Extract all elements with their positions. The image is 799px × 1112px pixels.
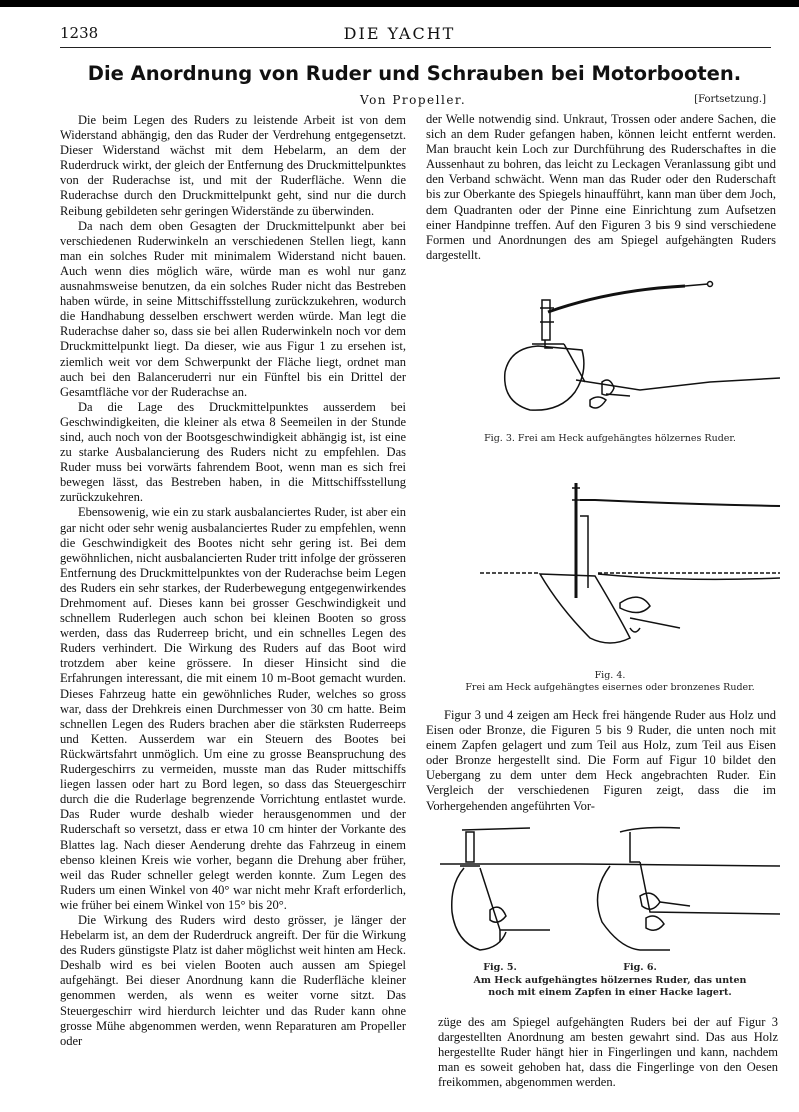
continuation-note: [Fortsetzung.] <box>694 94 766 105</box>
paragraph: der Welle notwendig sind. Unkraut, Trossen oder andere Sachen, die sich an dem Ruder gefangen haben, können leicht entfernt werden. Man braucht kein Loch zur Durchführung des Ruderschaftes in die Aussenhaut zu bohren, das leicht zu Leckagen Veranlassung gibt und den Verband schwächt. Wenn man das Ruder oder den Ruderschaft bis zur Oberkante des Spiegels hinaufführt, kann man über dem Joch, dem Quadranten oder der Pinne eine Einrichtung zum Aufsetzen einer Handpinne treffen. Auf den Figuren 3 bis 9 sind verschiedene Formen und Anordnungen des am Spiegel aufgehängten Ruders dargestellt. <box>426 112 776 262</box>
figure-3-drawing <box>480 272 780 432</box>
figure-6-drawing <box>580 822 780 957</box>
figure-4-label: Fig. 4. <box>594 670 626 681</box>
paragraph: Da nach dem oben Gesagten der Druckmittelpunkt aber bei verschiedenen Ruderwinkeln an verschiedenen Stellen liegt, kann man ein solches Ruder mit minimalem Widerstand nicht bauen. Auch wenn dies möglich wäre, würde man es wohl nur ganz ausnahmsweise benutzen, da ein solches Ruder nicht das Bestreben haben würde, in seine Mittschiffsstellung zurückzukehren, wodurch die Handhabung desselben erschwert werden würde. Man legt die Ruderachse daher so, dass sie bei allen Ruderwinkeln noch vor dem Druckmittelpunkt liegt. Da dieser, wie aus Figur 1 zu ersehen ist, ziemlich weit vor dem Schwerpunkt der Fläche liegt, ordnet man auch bei den Balanceruderri nur ein Fünftel bis ein Drittel der Gesamtfläche vor der Ruderachse an. <box>60 218 406 399</box>
journal-title: DIE YACHT <box>343 24 456 43</box>
paragraph: Figur 3 und 4 zeigen am Heck frei hängende Ruder aus Holz und Eisen oder Bronze, die Figuren 5 bis 9 Ruder, die unten noch mit einem Zapfen gelagert und zum Teil aus Holz, zum Teil aus Eisen oder Bronze hergestellt sind. Die Form auf Figur 10 bildet den Uebergang zu dem unter dem Heck angebrachten Ruder. Ein Vergleich der verschiedenen Figuren zeigt, dass die im Vorhergehenden angeführten Vor- <box>426 708 776 813</box>
figure-5-label: Fig. 5. <box>483 962 517 973</box>
figure-5-drawing <box>440 822 580 957</box>
right-column-top <box>426 112 776 263</box>
paragraph: Die beim Legen des Ruders zu leistende Arbeit ist von dem Widerstand abhängig, den das Ruder der Verdrehung entgegensetzt. Dieser Widerstand wächst mit dem Hebelarm, an dem der Ruderdruck wirkt, der gleich der Entfernung des Druckmittelpunktes von der Ruderachse ist, und mit der Ruderfläche. Wenn die Ruderachse durch den Druckmittelpunkt geht, sind nur die durch Reibung gebildeten sehr geringen Widerstände zu überwinden. <box>60 113 406 218</box>
article-author: Von Propeller. <box>360 93 467 107</box>
figure-5-6-caption-line2: noch mit einem Zapfen in einer Hacke lagert. <box>488 987 732 998</box>
right-column-bottom <box>438 1015 778 1090</box>
figure-5-6-caption-line1: Am Heck aufgehängtes hölzernes Ruder, das unten <box>473 975 747 986</box>
right-column-middle <box>426 708 776 814</box>
article-title: Die Anordnung von Ruder und Schrauben bei Motorbooten. <box>87 62 742 85</box>
figure-3-caption: Fig. 3. Frei am Heck aufgehängtes hölzernes Ruder. <box>484 433 736 444</box>
figure-4-drawing <box>480 478 780 658</box>
header-rule <box>60 47 771 48</box>
page-number: 1238 <box>60 24 99 42</box>
paragraph: Ebensowenig, wie ein zu stark ausbalanciertes Ruder, ist aber ein gar nicht oder sehr wenig ausbalanciertes Ruder zu empfehlen, wenn die Geschwindigkeit des Bootes nicht sehr gering ist. Bei dem gewöhnlichen, nicht ausbalancierten Ruder tritt infolge der grösseren Entfernung des Druckmittelpunktes von der Ruderachse beim Legen des Ruders ein sehr starkes, der Ruderbewegung entgegenwirkendes Drehmoment auf. Dieses kann bei grosser Geschwindigkeit und schnellem Ruderlegen auch schon bei kleinen Booten so gross werden, dass das Ruderreep bricht, und ein schnelles Legen des Ruders verhindert. Die Wirkung des Ruders auf das Boot wird trotzdem aber keine grössere. In dieser Hinsicht sind die Erfahrungen interessant, die mit einem 10 m-Boot gemacht wurden. Dieses Fahrzeug hatte ein gewöhnliches Ruder, welches so gross war, dass der Drehkreis einen Durchmesser von 30 cm hatte. Beim schnellen Legen des Ruders brachen aber die stärksten Ruderreeps und Ketten. Ausserdem war ein Steuern des Bootes bei Rückwärtsfahrt unmöglich. Um eine zu grosse Beanspruchung des Rudergeschirrs zu vermeiden, musste man das Ruder mittschiffs liegen lassen oder hart zu Bord legen, so dass das Steuergeschirr durch die die Ruderlage begrenzende Vorrichtung entlastet wurde. Das Ruder wurde deshalb wieder herausgenommen und der Ruderschaft so versetzt, dass er etwa 10 cm hinter der Vorkante des Blattes lag. Nach dieser Aenderung drehte das Fahrzeug in einem ebenso kleinen Kreis wie vorher, begann die Drehung aber früher, weil das Ruder schneller gelegt werden konnte. Zum Legen des Ruders um einen Winkel von 40° war nicht mehr Kraft erforderlich, wie früher bei einem Winkel von 15° bis 20°. <box>60 505 406 912</box>
paragraph: Die Wirkung des Ruders wird desto grösser, je länger der Hebelarm ist, an dem der Ruderdruck angreift. Der für die Wirkung des Ruders günstigste Platz ist daher möglichst weit hinten am Heck. Deshalb wird es bei vielen Booten auch aussen am Spiegel aufgehängt. Bei dieser Anordnung kann die Ruderfläche kleiner genommen werden, als wenn es weiter vorne sitzt. Das Steuergeschirr wird hierdurch leichter und das Ruder kann ohne grosse Mühe abgenommen werden, wenn Reparaturen am Propeller oder <box>60 912 406 1048</box>
top-border <box>0 0 799 7</box>
left-column <box>60 113 406 1049</box>
figure-6-label: Fig. 6. <box>623 962 657 973</box>
paragraph: Da die Lage des Druckmittelpunktes ausserdem bei Geschwindigkeiten, die kleiner als etwa 8 Seemeilen in der Stunde sind, auch noch von der Bootsgeschwindigkeit abhängig ist, ist eine zu starke Ausbalancierung des Ruders nicht zu empfehlen. Das Ruder muss bei vorwärts fahrendem Boot, wenn man es sich frei bewegen lässt, das Bestreben haben, in die Mittschiffsstellung zurückzukehren. <box>60 399 406 505</box>
paragraph: züge des am Spiegel aufgehängten Ruders bei der auf Figur 3 dargestellten Anordnung am besten gewahrt sind. Das aus Holz hergestellte Ruder hängt hier in Fingerlingen und kann, nachdem man es soweit gehoben hat, dass die Fingerlinge von den Oesen freikommen, abgenommen werden. <box>438 1015 778 1090</box>
figure-4-caption: Frei am Heck aufgehängtes eisernes oder bronzenes Ruder. <box>465 682 755 693</box>
